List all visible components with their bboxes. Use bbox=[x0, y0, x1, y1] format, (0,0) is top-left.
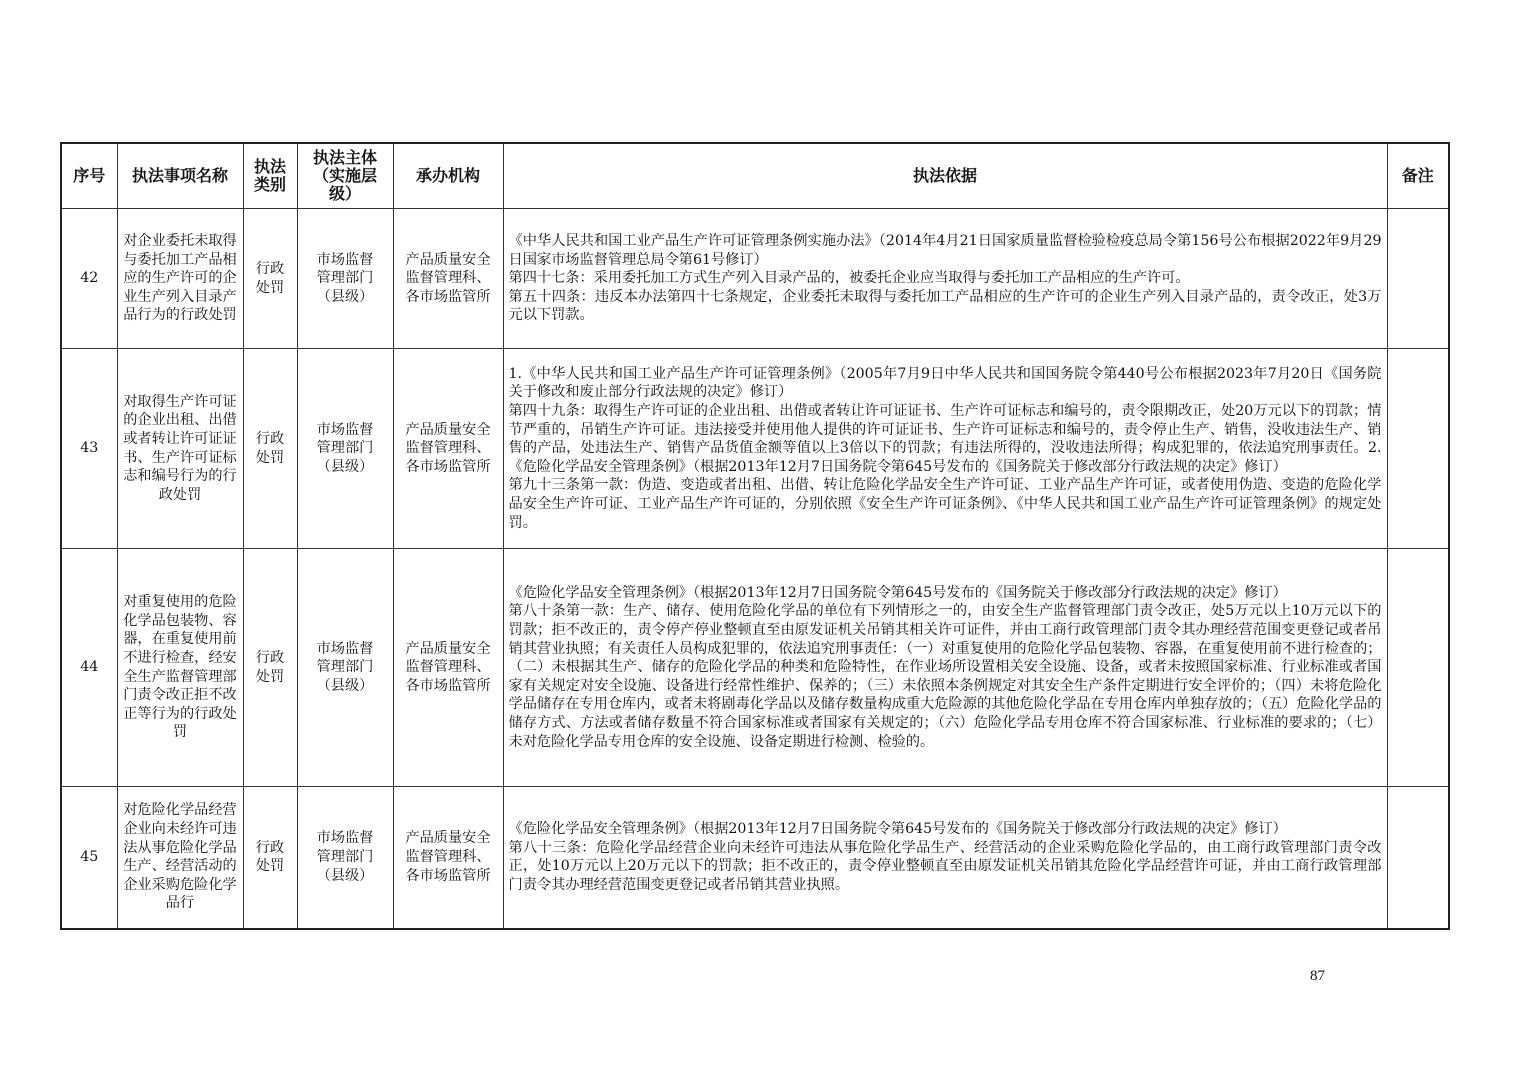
header-subject bbox=[297, 143, 393, 209]
type-line: 处罚 bbox=[255, 858, 285, 875]
header-subject-line: （实施层 bbox=[312, 166, 377, 185]
subject-line: 市场监督 bbox=[316, 421, 374, 438]
type-line: 行政 bbox=[255, 839, 285, 856]
remarks bbox=[1387, 787, 1449, 929]
handling-organization: 产品质量安全监督管理科、各市场监管所 bbox=[393, 549, 503, 787]
enforcement-type bbox=[243, 787, 297, 929]
remarks bbox=[1387, 549, 1449, 787]
table-row bbox=[61, 349, 1449, 549]
basis-paragraph: 第九十三条第一款：伪造、变造或者出租、出借、转让危险化学品安全生产许可证、工业产品生产许可证，或者使用伪造、变造的危险化学品安全生产许可证、工业产品生产许可证的，分别依照《安全生产许可证条例》、《中华人民共和国工业产品生产许可证管理条例》的规定处罚。 bbox=[508, 477, 1382, 531]
type-line: 行政 bbox=[255, 430, 285, 447]
item-name: 对企业委托未取得与委托加工产品相应的生产许可的企业生产列入目录产品行为的行政处罚 bbox=[117, 209, 243, 349]
legal-basis bbox=[503, 209, 1387, 349]
basis-paragraph: 第四十七条：采用委托加工方式生产列入目录产品的，被委托企业应当取得与委托加工产品相应的生产许可。 bbox=[508, 270, 1190, 287]
legal-basis bbox=[503, 349, 1387, 549]
enforcement-subject bbox=[297, 549, 393, 787]
table-row bbox=[61, 549, 1449, 787]
item-name: 对危险化学品经营企业向未经许可违法从事危险化学品生产、经营活动的企业采购危险化学品行 bbox=[117, 787, 243, 929]
row-number: 45 bbox=[61, 787, 117, 929]
subject-line: （县级） bbox=[316, 288, 374, 305]
header-note: 备注 bbox=[1387, 143, 1449, 209]
handling-organization: 产品质量安全监督管理科、各市场监管所 bbox=[393, 349, 503, 549]
item-name: 对重复使用的危险化学品包装物、容器，在重复使用前不进行检查，经安全生产监督管理部门责令改正拒不改正等行为的行政处罚 bbox=[117, 549, 243, 787]
row-number: 43 bbox=[61, 349, 117, 549]
header-name: 执法事项名称 bbox=[117, 143, 243, 209]
enforcement-type bbox=[243, 349, 297, 549]
row-number: 42 bbox=[61, 209, 117, 349]
header-type bbox=[243, 143, 297, 209]
table-row bbox=[61, 209, 1449, 349]
basis-paragraph: 《危险化学品安全管理条例》（根据2013年12月7日国务院令第645号发布的《国务院关于修改部分行政法规的决定》修订） bbox=[508, 584, 1287, 601]
header-basis: 执法依据 bbox=[503, 143, 1387, 209]
subject-line: （县级） bbox=[316, 677, 374, 694]
header-no: 序号 bbox=[61, 143, 117, 209]
type-line: 处罚 bbox=[255, 449, 285, 466]
legal-basis bbox=[503, 549, 1387, 787]
type-line: 处罚 bbox=[255, 668, 285, 685]
subject-line: 管理部门 bbox=[316, 848, 374, 865]
subject-line: （县级） bbox=[316, 867, 374, 884]
legal-basis bbox=[503, 787, 1387, 929]
type-line: 行政 bbox=[255, 649, 285, 666]
header-subject-line: 级） bbox=[328, 184, 361, 203]
type-line: 处罚 bbox=[255, 279, 285, 296]
basis-paragraph: 第四十九条：取得生产许可证的企业出租、出借或者转让许可证证书、生产许可证标志和编号的，责令限期改正，处20万元以下的罚款；情节严重的，吊销生产许可证。违法接受并使用他人提供的许可证证书、生产许可证标志和编号的，责令停止生产、销售，没收违法生产、销售的产品，处违法生产、销售产品货值金额等值以上3倍以下的罚款；有违法所得的，没收违法所得；构成犯罪的，依法追究刑事责任。2.《危险化学品安全管理条例》（根据2013年12月7日国务院令第645号发布的《国务院关于修改部分行政法规的决定》修订） bbox=[508, 403, 1382, 475]
basis-paragraph: 第八十三条：危险化学品经营企业向未经许可违法从事危险化学品生产、经营活动的企业采购危险化学品的，由工商行政管理部门责令改正，处10万元以上20万元以下的罚款；拒不改正的，责令停业整顿直至由原发证机关吊销其危险化学品经营许可证，并由工商行政管理部门责令其办理经营范围变更登记或者吊销其营业执照。 bbox=[508, 839, 1382, 893]
type-line: 行政 bbox=[255, 260, 285, 277]
table-row bbox=[61, 787, 1449, 929]
subject-line: （县级） bbox=[316, 458, 374, 475]
handling-organization: 产品质量安全监督管理科、各市场监管所 bbox=[393, 209, 503, 349]
item-name: 对取得生产许可证的企业出租、出借或者转让许可证证书、生产许可证标志和编号行为的行政处罚 bbox=[117, 349, 243, 549]
handling-organization: 产品质量安全监督管理科、各市场监管所 bbox=[393, 787, 503, 929]
subject-line: 管理部门 bbox=[316, 440, 374, 457]
subject-line: 市场监督 bbox=[316, 640, 374, 657]
subject-line: 市场监督 bbox=[316, 830, 374, 847]
basis-paragraph: 1.《中华人民共和国工业产品生产许可证管理条例》（2005年7月9日中华人民共和国国务院令第440号公布根据2023年7月20日《国务院关于修改和废止部分行政法规的决定》修订） bbox=[508, 365, 1382, 401]
subject-line: 市场监督 bbox=[316, 251, 374, 268]
basis-paragraph: 《危险化学品安全管理条例》（根据2013年12月7日国务院令第645号发布的《国务院关于修改部分行政法规的决定》修订） bbox=[508, 821, 1287, 838]
row-number: 44 bbox=[61, 549, 117, 787]
subject-line: 管理部门 bbox=[316, 270, 374, 287]
basis-paragraph: 《中华人民共和国工业产品生产许可证管理条例实施办法》（2014年4月21日国家质量监督检验检疫总局令第156号公布根据2022年9月29日国家市场监督管理总局令第61号修订） bbox=[508, 233, 1382, 268]
header-org: 承办机构 bbox=[393, 143, 503, 209]
enforcement-type bbox=[243, 209, 297, 349]
header-row bbox=[61, 143, 1449, 209]
header-subject-line: 执法主体 bbox=[312, 148, 377, 167]
basis-paragraph: 第五十四条：违反本办法第四十七条规定，企业委托未取得与委托加工产品相应的生产许可的企业生产列入目录产品的，责令改正，处3万元以下罚款。 bbox=[508, 288, 1382, 324]
enforcement-subject bbox=[297, 209, 393, 349]
remarks bbox=[1387, 349, 1449, 549]
page-number: 87 bbox=[1310, 968, 1325, 984]
enforcement-subject bbox=[297, 787, 393, 929]
enforcement-type bbox=[243, 549, 297, 787]
basis-paragraph: 第八十条第一款：生产、储存、使用危险化学品的单位有下列情形之一的，由安全生产监督管理部门责令改正，处5万元以上10万元以下的罚款；拒不改正的，责令停产停业整顿直至由原发证机关吊销其相关许可证件，并由工商行政管理部门责令其办理经营范围变更登记或者吊销其营业执照；有关责任人员构成犯罪的，依法追究刑事责任：（一）对重复使用的危险化学品包装物、容器，在重复使用前不进行检查的；（二）未根据其生产、储存的危险化学品的种类和危险特性，在作业场所设置相关安全设施、设备，或者未按照国家标准、行业标准或者国家有关规定对安全设施、设备进行经常性维护、保养的；（三）未依照本条例规定对其安全生产条件定期进行安全评价的；（四）未将危险化学品储存在专用仓库内，或者未将剧毒化学品以及储存数量构成重大危险源的其他危险化学品在专用仓库内单独存放的；（五）危险化学品的储存方式、方法或者储存数量不符合国家标准或者国家有关规定的；（六）危险化学品专用仓库不符合国家标准、行业标准的要求的；（七）未对危险化学品专用仓库的安全设施、设备定期进行检测、检验的。 bbox=[508, 603, 1382, 750]
enforcement-subject bbox=[297, 349, 393, 549]
enforcement-table bbox=[60, 142, 1450, 930]
header-type-line: 类别 bbox=[253, 175, 286, 194]
remarks bbox=[1387, 209, 1449, 349]
header-type-line: 执法 bbox=[253, 157, 286, 176]
subject-line: 管理部门 bbox=[316, 659, 374, 676]
